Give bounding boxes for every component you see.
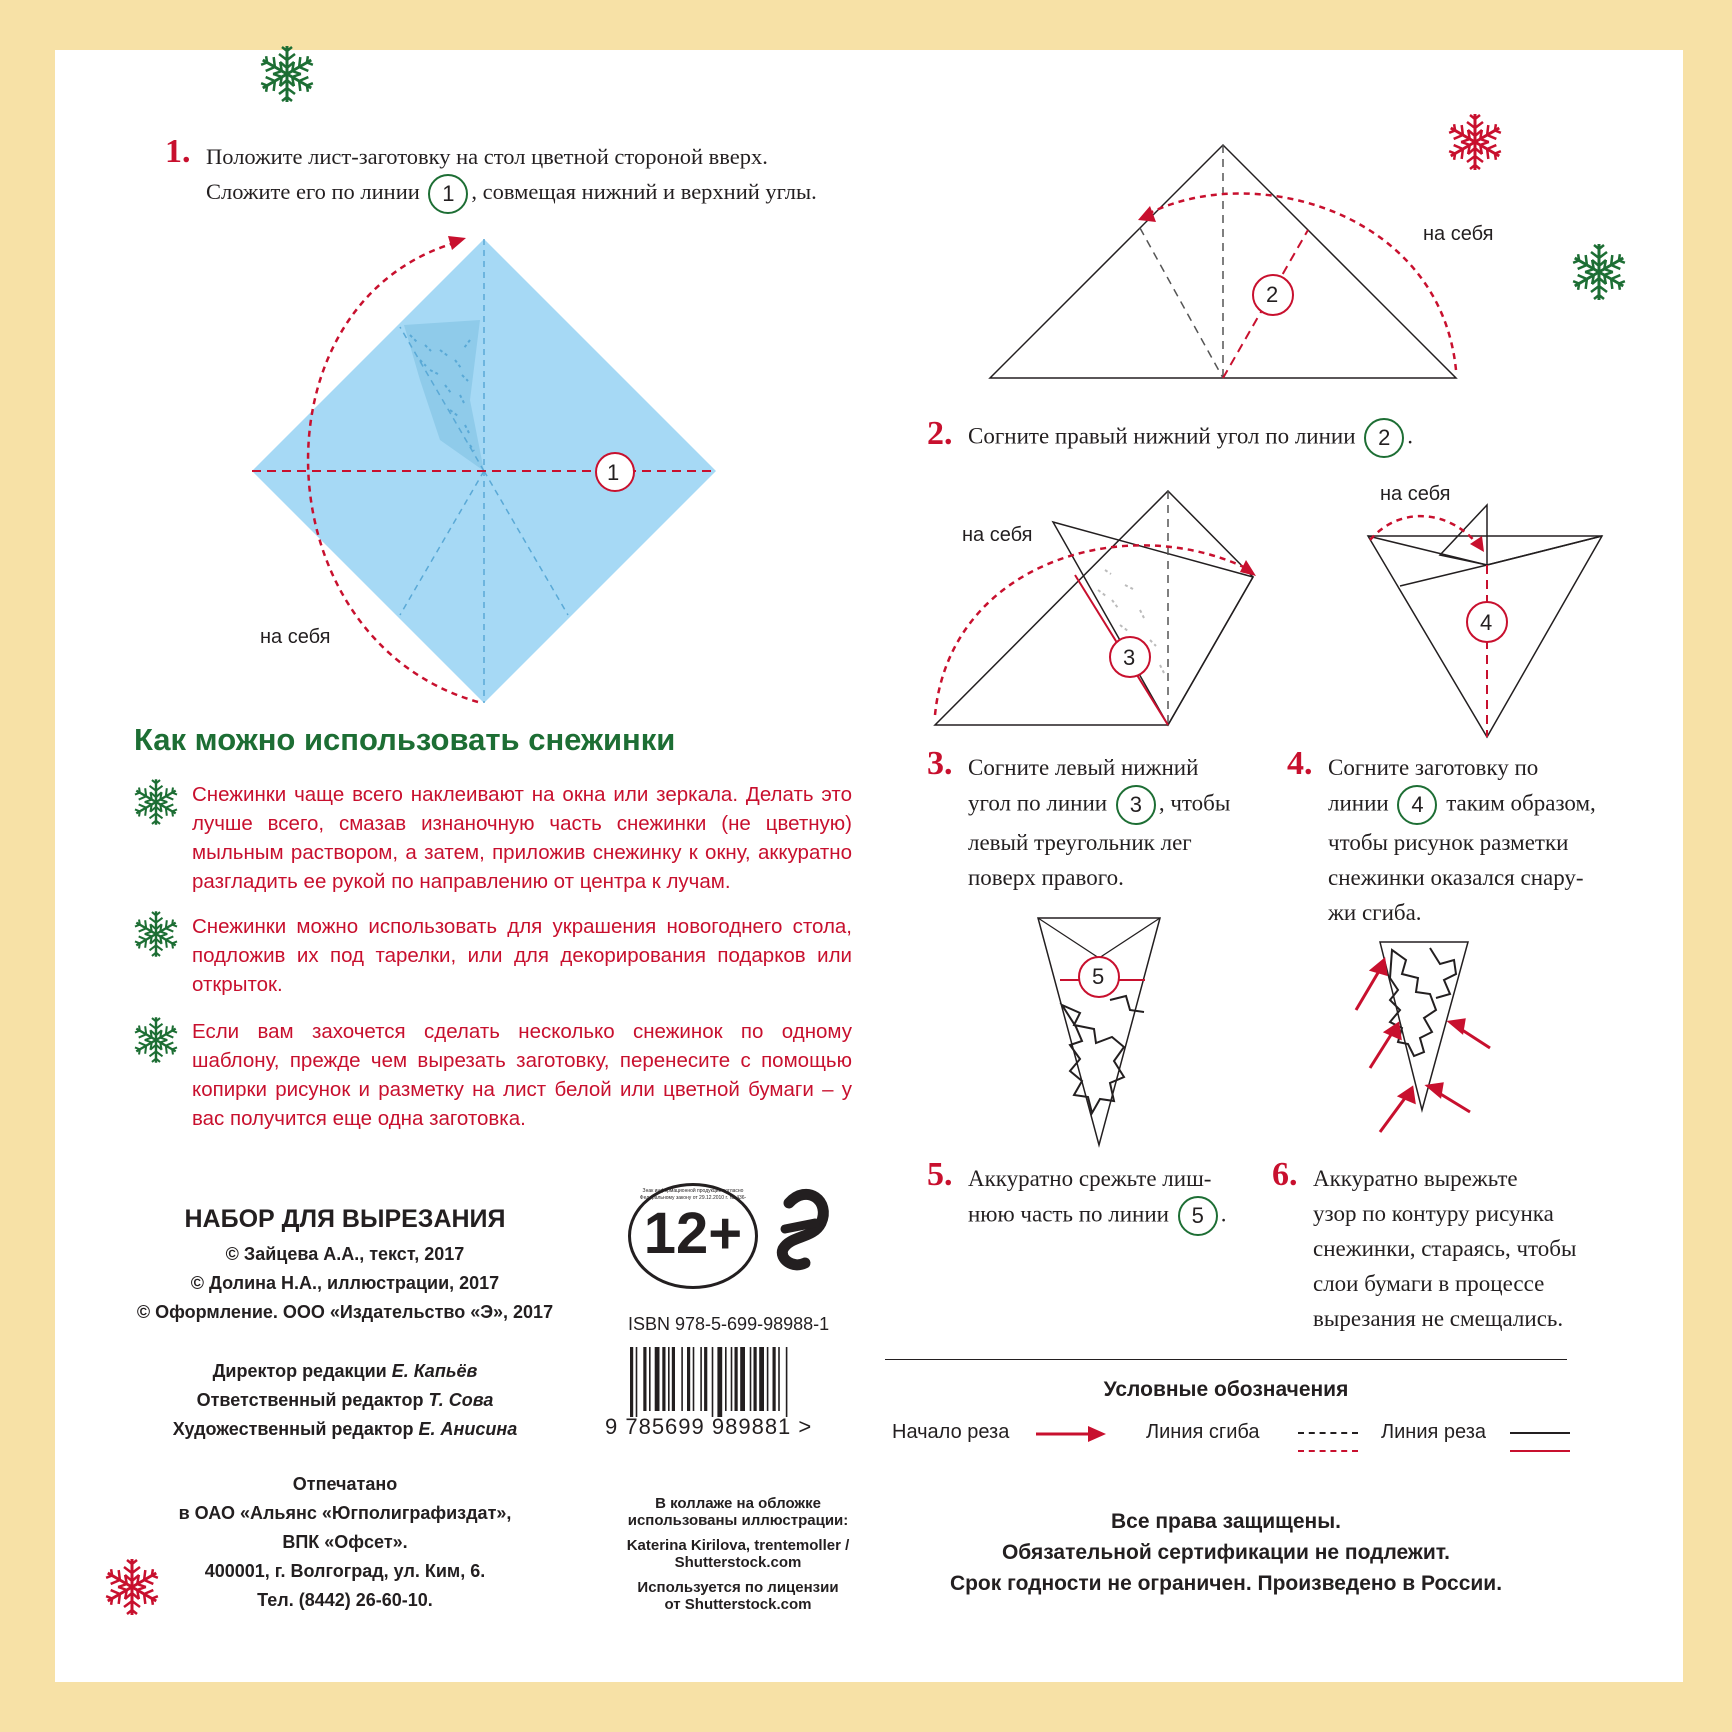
use-paragraph: Снежинки чаще всего наклеивают на окна или зеркала. Делать это лучше всего, смазав изнаночную часть снежинки (не цветную) мыльным раствором, а затем, приложив снежинку к окну, аккуратно разгладить ее рукой по направлению от центра к лучам. <box>192 783 852 893</box>
step-2-text: Согните правый нижний угол по линии 2 . <box>968 418 1413 458</box>
fold-line-marker: 3 <box>1116 785 1156 825</box>
legend-title: Условные обозначения <box>1103 1378 1349 1401</box>
legend-cut-label: Линия реза <box>1381 1421 1486 1443</box>
figure-3-label: 3 <box>1123 645 1136 670</box>
collage-credits: В коллаже на обложке использованы иллюстрации: Katerina Kirilova, trentemoller / Shutterstock.com Используется по лицензии от Shutterstock.com <box>626 1495 850 1613</box>
step-6-number: 6. <box>1272 1156 1298 1193</box>
step-1-number: 1. <box>165 133 191 170</box>
figure-1-label: 1 <box>607 460 620 485</box>
age-rating-badge <box>628 1183 758 1289</box>
use-paragraph: Если вам захочется сделать несколько снежинок по одному шаблону, прежде чем вырезать заготовку, перенесите с помощью копирки рисунок и разметку на лист белой или цветной бумаги – у вас получится еще одна заготовка. <box>192 1020 852 1130</box>
staff-block: Директор редакции Е. Капьёв Ответственный редактор Т. Сова Художественный редактор Е. Анисина <box>172 1361 518 1439</box>
step-3-text: Согните левый нижний угол по линии 3 , чтобы левый треугольник лег поверх правого. <box>968 755 1231 890</box>
direction-label: на себя <box>962 524 1033 546</box>
figure-5-label: 5 <box>1092 964 1105 989</box>
figure-4-label: 4 <box>1480 610 1493 635</box>
credits-block: НАБОР ДЛЯ ВЫРЕЗАНИЯ © Зайцева А.А., текст, 2017 © Долина Н.А., иллюстрации, 2017 © Оформление. ООО «Издательство «Э», 2017 <box>120 1205 570 1327</box>
step-6-text: Аккуратно вырежьте узор по контуру рисунка снежинки, стараясь, чтобы слои бумаги в процессе вырезания не смещались. <box>1313 1166 1577 1331</box>
cut-line-sample-red <box>1510 1450 1570 1452</box>
credits-title: НАБОР ДЛЯ ВЫРЕЗАНИЯ <box>184 1205 506 1233</box>
step-1-line-2-before: Сложите его по линии <box>206 179 420 205</box>
fold-line-sample-red <box>1298 1450 1358 1452</box>
fold-line-marker: 2 <box>1364 418 1404 458</box>
snowflake-icon <box>130 908 182 960</box>
direction-label: на себя <box>1423 223 1494 245</box>
section-title: Как можно использовать снежинки <box>134 722 676 757</box>
snowflake-icon <box>130 1014 182 1066</box>
step-5-text: Аккуратно срежьте лиш- нюю часть по линии 5 . <box>968 1161 1226 1236</box>
publisher-logo <box>775 1183 835 1275</box>
age-rating: 12+ <box>643 1201 743 1266</box>
fold-line-sample-black <box>1298 1432 1358 1434</box>
legend-divider <box>885 1359 1567 1360</box>
step-2-number: 2. <box>927 415 953 452</box>
printer-block: Отпечатано в ОАО «Альянс «Югполиграфиздат», ВПК «Офсет». 400001, г. Волгоград, ул. Ким, 6. Тел. (8442) 26-60-10. <box>178 1474 512 1610</box>
step-1-line-2-after: , совмещая нижний и верхний углы. <box>471 179 817 205</box>
step-1-line-1: Положите лист-заготовку на стол цветной стороной вверх. <box>206 144 768 169</box>
barcode <box>628 1347 838 1417</box>
red-arrow-icon <box>1036 1424 1106 1444</box>
fold-line-marker: 5 <box>1178 1196 1218 1236</box>
figure-2-label: 2 <box>1266 282 1279 307</box>
step-3-number: 3. <box>927 745 953 782</box>
use-paragraph: Снежинки можно использовать для украшения новогоднего стола, подложив их под тарелки, или для декорирования подарков или открыток. <box>192 915 852 996</box>
step-4-text: Согните заготовку по линии 4 таким образом, чтобы рисунок разметки снежинки оказался снару- жи сгиба. <box>1328 755 1596 925</box>
step-4-number: 4. <box>1287 745 1313 782</box>
direction-label: на себя <box>1380 483 1451 505</box>
age-ring-text: Знак информационной продукции согласно Федеральному закону от 29.12.2010 г. № 436- <box>639 1188 747 1201</box>
legend-fold-label: Линия сгиба <box>1146 1421 1260 1443</box>
fold-line-marker: 1 <box>428 174 468 214</box>
step-5-number: 5. <box>927 1156 953 1193</box>
isbn-label: ISBN 978-5-699-98988-1 <box>628 1314 830 1334</box>
direction-label: на себя <box>260 626 331 648</box>
rights-block: Все права защищены. Обязательной сертификации не подлежит. Срок годности не ограничен. Произведено в России. <box>949 1510 1503 1595</box>
fold-line-marker: 4 <box>1397 785 1437 825</box>
isbn-digits: 9 785699 989881 > <box>605 1414 813 1439</box>
legend-start-label: Начало реза <box>892 1421 1010 1443</box>
snowflake-icon <box>130 776 182 828</box>
cut-line-sample-black <box>1510 1432 1570 1434</box>
